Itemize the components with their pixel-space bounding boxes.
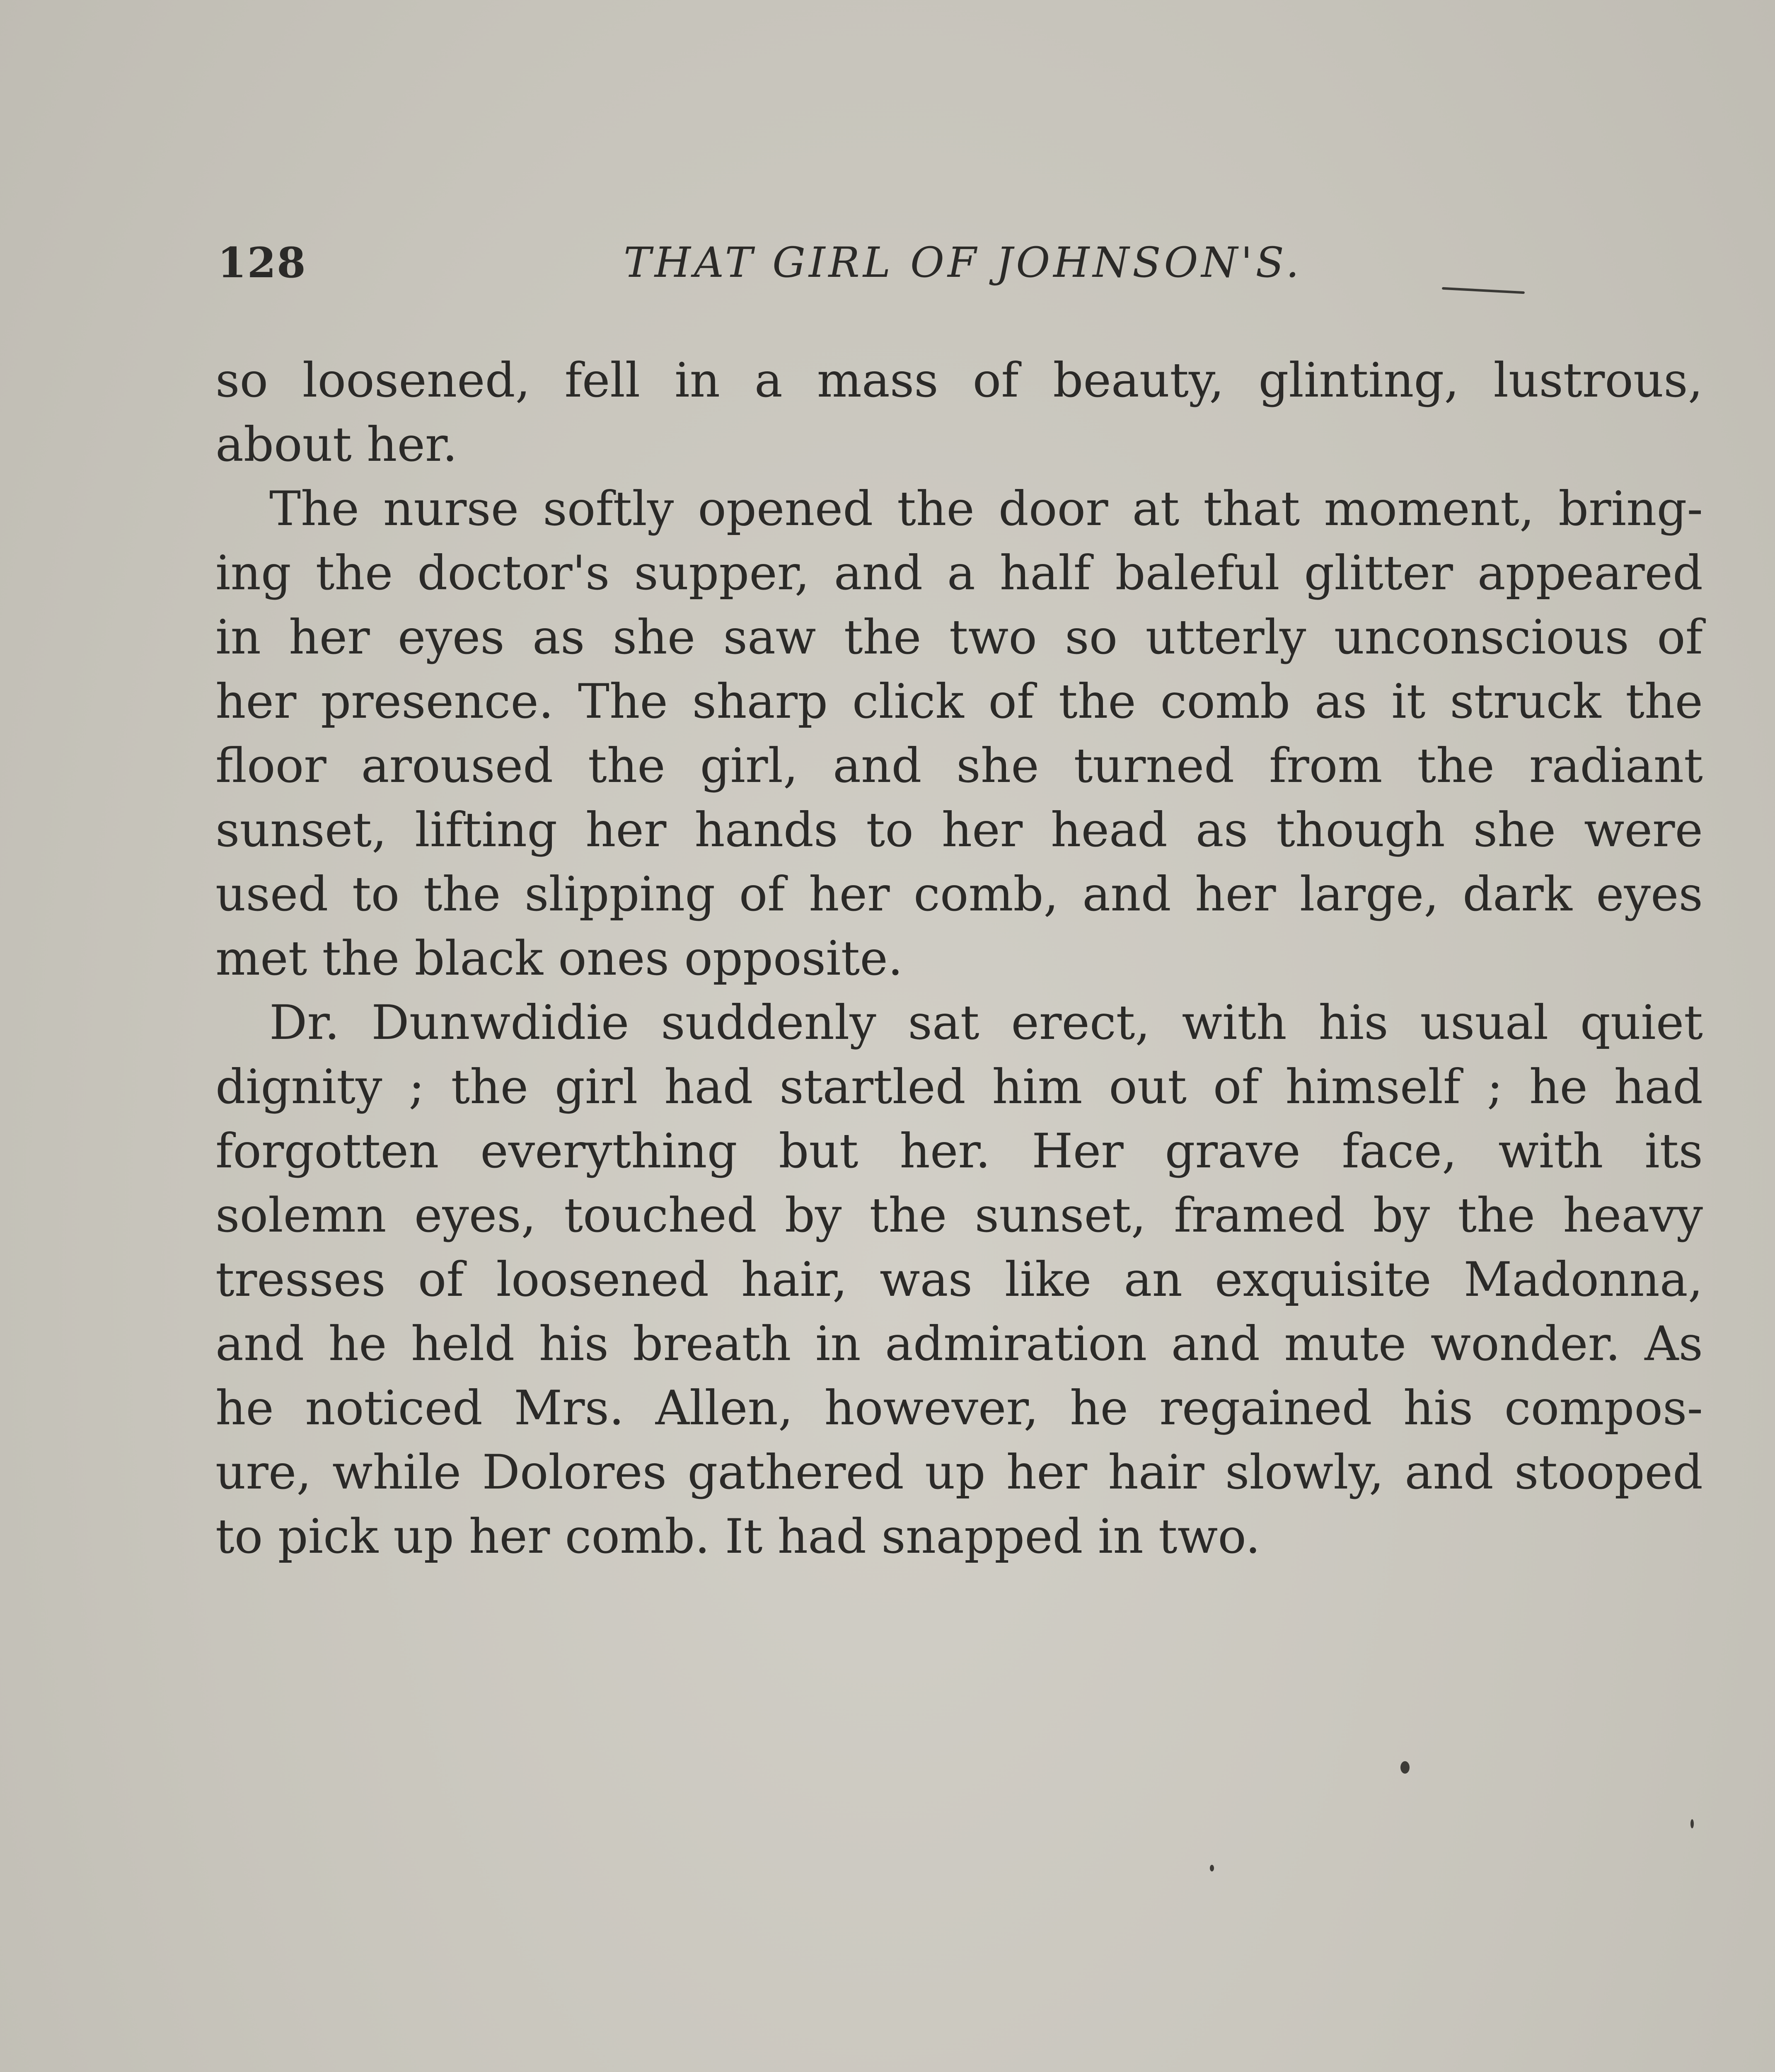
- paper-speck: [1400, 1761, 1410, 1774]
- text-line: Dr. Dunwdidie suddenly sat erect, with his usual quiet: [269, 995, 1703, 1050]
- paragraph-2: [215, 477, 1703, 990]
- text-line: met the black ones opposite.: [215, 931, 903, 986]
- text-line: used to the slipping of her comb, and her large, dark eyes: [215, 867, 1703, 922]
- text-line: and he held his breath in admiration and mute wonder. As: [215, 1316, 1703, 1371]
- text-line: solemn eyes, touched by the sunset, framed by the heavy: [215, 1188, 1703, 1243]
- text-line: tresses of loosened hair, was like an exquisite Madonna,: [215, 1252, 1703, 1307]
- paper-speck: [1210, 1865, 1214, 1871]
- text-line: ure, while Dolores gathered up her hair slowly, and stooped: [215, 1445, 1703, 1500]
- text-line: ing the doctor's supper, and a half baleful glitter appeared: [215, 545, 1703, 600]
- text-line: floor aroused the girl, and she turned from the radiant: [215, 738, 1703, 793]
- text-line: dignity ; the girl had startled him out of himself ; he had: [215, 1059, 1703, 1114]
- running-title: THAT GIRL OF JOHNSON'S.: [624, 238, 1303, 287]
- page-number: 128: [218, 238, 307, 287]
- paper-speck: [1690, 1819, 1694, 1828]
- paragraph-1: [215, 348, 1703, 477]
- text-line: to pick up her comb. It had snapped in two.: [215, 1509, 1261, 1564]
- text-line: sunset, lifting her hands to her head as though she were: [215, 802, 1703, 857]
- paragraph-3: [215, 990, 1703, 1569]
- body-text: [215, 348, 1703, 1569]
- text-line: The nurse softly opened the door at that moment, bring-: [269, 481, 1703, 536]
- text-line: so loosened, fell in a mass of beauty, glinting, lustrous,: [215, 353, 1703, 408]
- text-line: about her.: [215, 417, 458, 472]
- text-line: her presence. The sharp click of the comb as it struck the: [215, 674, 1703, 729]
- text-line: he noticed Mrs. Allen, however, he regained his compos-: [215, 1380, 1703, 1435]
- text-line: forgotten everything but her. Her grave face, with its: [215, 1123, 1703, 1179]
- text-line: in her eyes as she saw the two so utterly unconscious of: [215, 610, 1703, 665]
- running-head: [218, 238, 1543, 296]
